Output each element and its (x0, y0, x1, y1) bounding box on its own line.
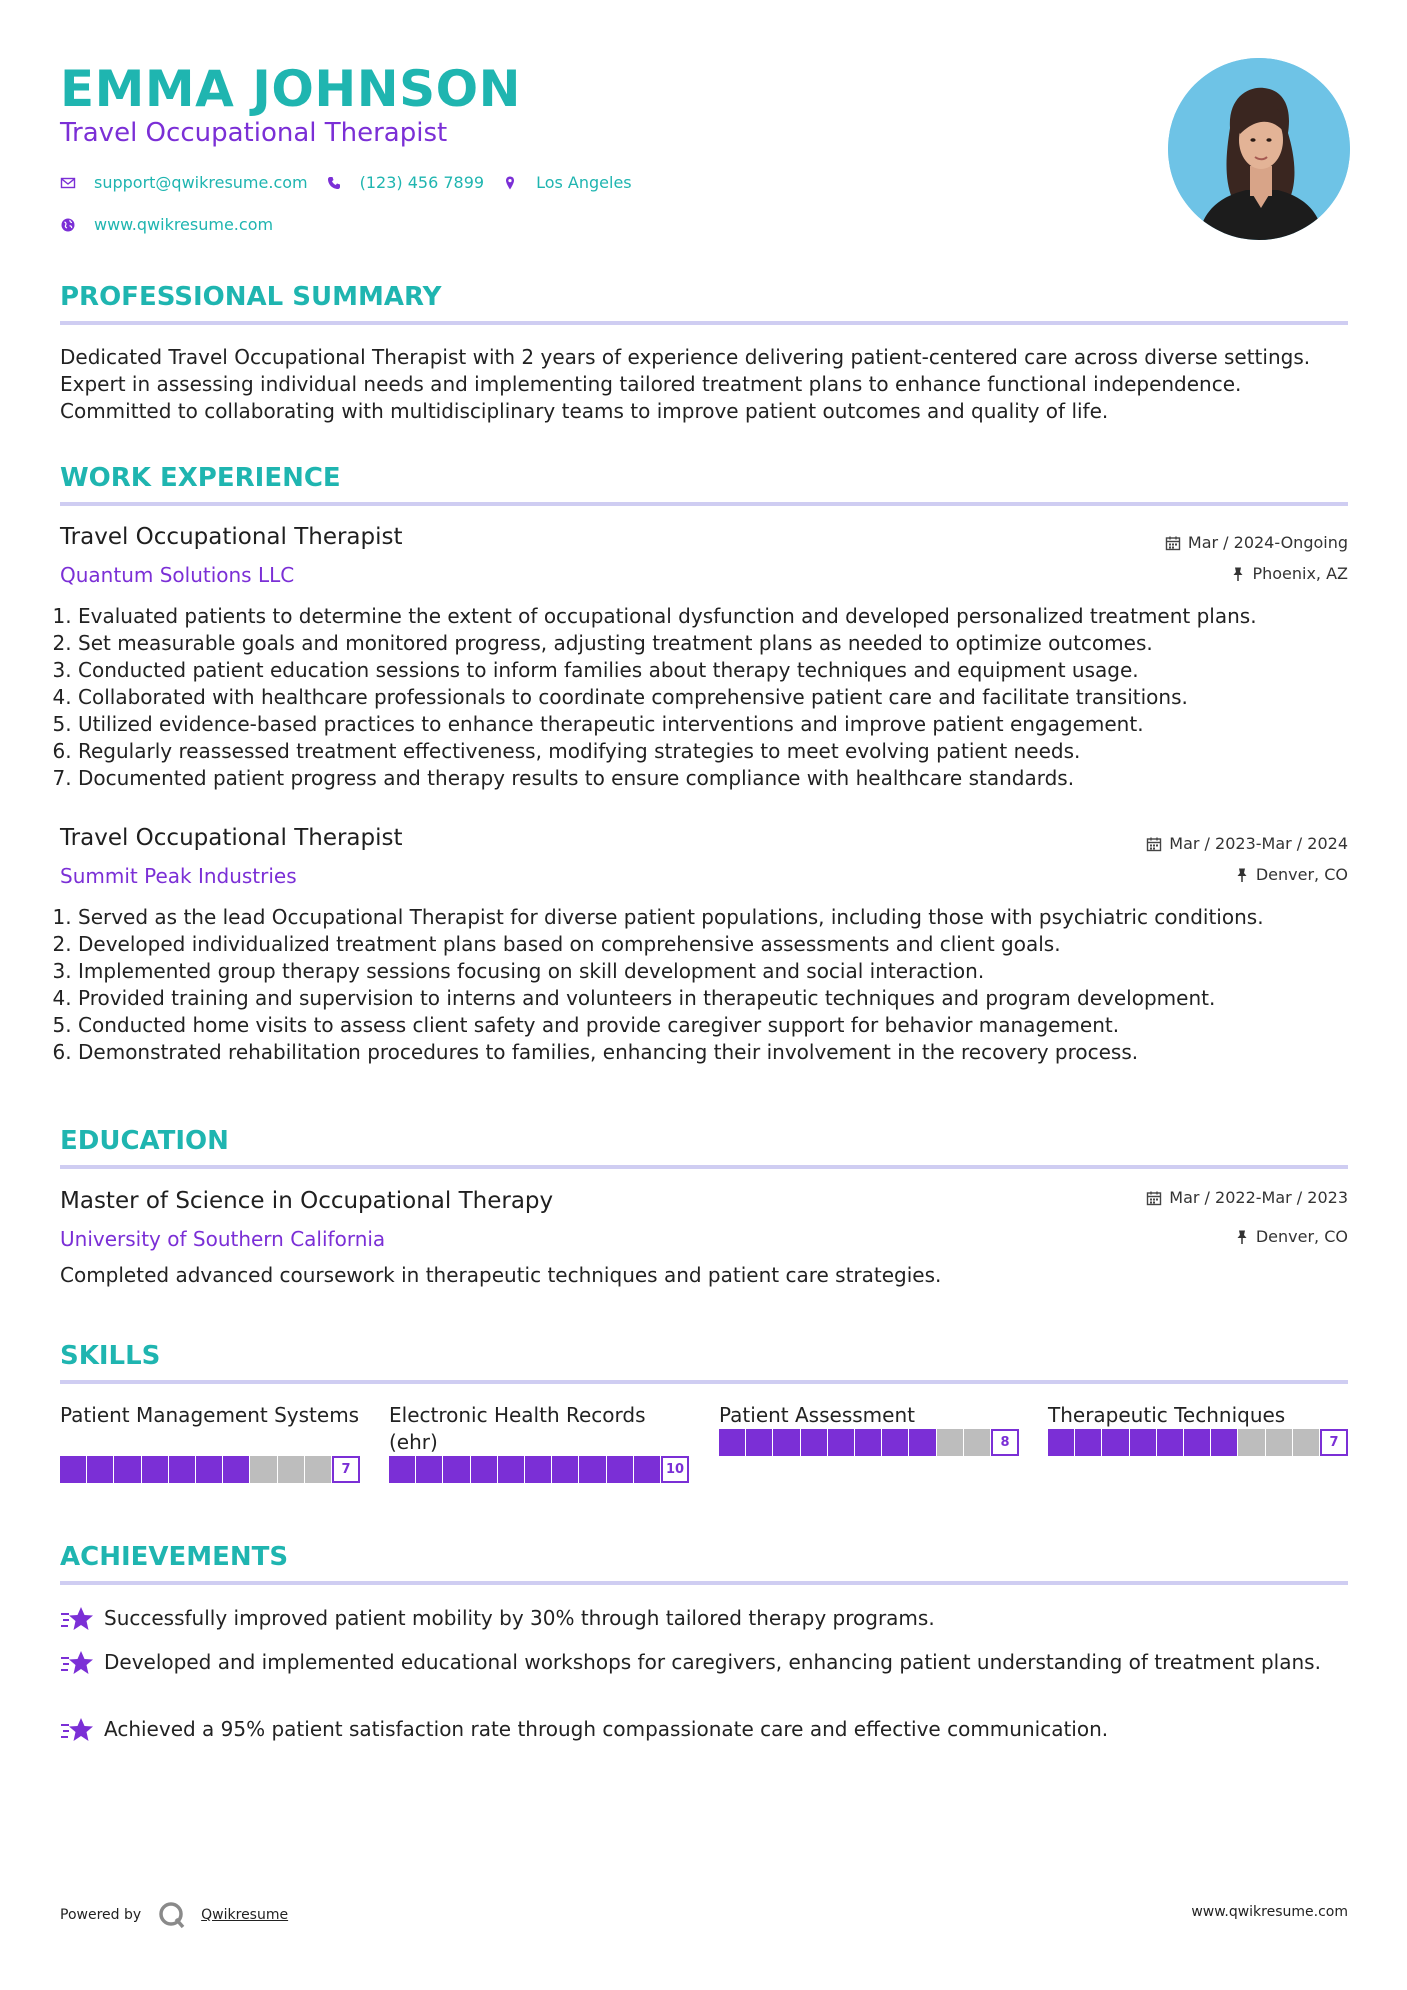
skill-bar-segment-filled (1048, 1429, 1074, 1456)
skill-bar-segment-filled (1211, 1429, 1237, 1456)
job-1-company: Quantum Solutions LLC (60, 563, 295, 587)
job-1-dates (1165, 533, 1348, 552)
achievement-text: Successfully improved patient mobility by 30% through tailored therapy programs. (104, 1606, 935, 1630)
job-2-company: Summit Peak Industries (60, 864, 297, 888)
footer-powered-by (60, 1900, 288, 1930)
skill-bar-segment-filled (1130, 1429, 1156, 1456)
job-2-dates-text: Mar / 2023-Mar / 2024 (1169, 834, 1348, 853)
job-2-dates (1146, 834, 1348, 853)
list-item: 5. Conducted home visits to assess client safety and provide caregiver support for behavior management. (78, 1012, 1358, 1039)
education-divider (60, 1165, 1348, 1169)
skill-item (389, 1402, 689, 1483)
skill-bar-segment-filled (60, 1456, 86, 1483)
skill-bar-segment-empty (964, 1429, 990, 1456)
skill-bar-segment-empty (1293, 1429, 1319, 1456)
list-item: 4. Collaborated with healthcare professionals to coordinate comprehensive patient care and facilitate transitions. (78, 684, 1358, 711)
skill-bar-segment-filled (1184, 1429, 1210, 1456)
candidate-name: EMMA JOHNSON (60, 60, 521, 118)
education-section-title: EDUCATION (60, 1126, 229, 1156)
skill-bar-segment-filled (1102, 1429, 1128, 1456)
skill-bar-segment-filled (416, 1456, 442, 1483)
skill-bar-segment-filled (828, 1429, 854, 1456)
experience-divider (60, 502, 1348, 506)
skill-bar-segment-filled (87, 1456, 113, 1483)
shooting-star-icon (60, 1605, 94, 1633)
skill-bar-segment-filled (773, 1429, 799, 1456)
list-item: 7. Documented patient progress and therapy results to ensure compliance with healthcare standards. (78, 765, 1358, 792)
profile-photo (1168, 58, 1350, 240)
skill-bar-segment-empty (278, 1456, 304, 1483)
skills-divider (60, 1380, 1348, 1384)
skill-name: Electronic Health Records (ehr) (389, 1403, 646, 1454)
skill-level-badge: 10 (661, 1456, 689, 1483)
skill-bar-segment-filled (801, 1429, 827, 1456)
calendar-icon (1165, 535, 1181, 551)
skill-bar-segment-filled (607, 1456, 633, 1483)
education-dates (1146, 1188, 1348, 1207)
skill-level-badge: 8 (991, 1429, 1019, 1456)
skill-bar-segment-empty (250, 1456, 276, 1483)
contact-row-1 (60, 173, 650, 192)
skill-bar-segment-filled (855, 1429, 881, 1456)
job-1-title: Travel Occupational Therapist (60, 524, 403, 550)
email-text: support@qwikresume.com (94, 173, 308, 192)
skill-name: Patient Management Systems (60, 1403, 360, 1427)
pushpin-icon (1231, 566, 1245, 582)
list-item: 6. Regularly reassessed treatment effectiveness, modifying strategies to meet evolving patient needs. (78, 738, 1358, 765)
education-location-text: Denver, CO (1255, 1227, 1348, 1246)
achievements-section-title: ACHIEVEMENTS (60, 1542, 289, 1572)
achievement-text: Achieved a 95% patient satisfaction rate through compassionate care and effective communication. (104, 1717, 1109, 1741)
skill-bar-segment-filled (882, 1429, 908, 1456)
website-item[interactable] (60, 215, 273, 234)
skill-bar (60, 1456, 360, 1483)
skill-bar (389, 1456, 689, 1483)
list-item: 2. Set measurable goals and monitored progress, adjusting treatment plans as needed to optimize outcomes. (78, 630, 1358, 657)
education-school: University of Southern California (60, 1227, 386, 1251)
achievement-text: Developed and implemented educational workshops for caregivers, enhancing patient understanding of treatment plans. (104, 1650, 1321, 1674)
qwikresume-link[interactable]: Qwikresume (201, 1907, 289, 1923)
skill-name: Therapeutic Techniques (1048, 1403, 1286, 1427)
skill-level-badge: 7 (1320, 1429, 1348, 1456)
phone-item[interactable] (326, 173, 484, 192)
phone-icon (326, 175, 342, 191)
skill-item (719, 1402, 1019, 1456)
skill-name: Patient Assessment (719, 1403, 915, 1427)
summary-section-title: PROFESSIONAL SUMMARY (60, 282, 442, 312)
skill-bar-segment-filled (114, 1456, 140, 1483)
skill-bar-segment-filled (1157, 1429, 1183, 1456)
globe-icon (60, 217, 76, 233)
skill-bar-segment-filled (719, 1429, 745, 1456)
list-item: 3. Implemented group therapy sessions focusing on skill development and social interaction. (78, 958, 1358, 985)
pushpin-icon (1235, 867, 1249, 883)
list-item: 6. Demonstrated rehabilitation procedures to families, enhancing their involvement in the recovery process. (78, 1039, 1358, 1066)
skill-bar-segment-filled (443, 1456, 469, 1483)
job-1-dates-text: Mar / 2024-Ongoing (1187, 533, 1348, 552)
skill-bar-segment-filled (525, 1456, 551, 1483)
skill-bar-segment-filled (196, 1456, 222, 1483)
calendar-icon (1146, 836, 1162, 852)
education-description: Completed advanced coursework in therapeutic techniques and patient care strategies. (60, 1263, 942, 1287)
map-pin-icon (502, 175, 518, 191)
list-item: 1. Served as the lead Occupational Therapist for diverse patient populations, including those with psychiatric conditions. (78, 904, 1358, 931)
skill-bar-segment-filled (223, 1456, 249, 1483)
skill-bar-segment-empty (1238, 1429, 1264, 1456)
skill-bar-segment-filled (909, 1429, 935, 1456)
skill-item (1048, 1402, 1348, 1456)
job-2-location-text: Denver, CO (1255, 865, 1348, 884)
skill-bar-segment-filled (498, 1456, 524, 1483)
website-text: www.qwikresume.com (94, 215, 274, 234)
education-location (1235, 1227, 1348, 1246)
achievements-divider (60, 1581, 1348, 1585)
skill-bar-segment-empty (937, 1429, 963, 1456)
list-item: 4. Provided training and supervision to interns and volunteers in therapeutic techniques and program development. (78, 985, 1358, 1012)
footer-website[interactable]: www.qwikresume.com (1191, 1904, 1348, 1920)
envelope-icon (60, 175, 76, 191)
education-dates-text: Mar / 2022-Mar / 2023 (1169, 1188, 1348, 1207)
shooting-star-icon (60, 1716, 94, 1744)
skill-level-badge: 7 (332, 1456, 360, 1483)
candidate-role: Travel Occupational Therapist (60, 118, 448, 148)
list-item: 1. Evaluated patients to determine the extent of occupational dysfunction and developed personalized treatment plans. (78, 603, 1358, 630)
job-2-location (1235, 865, 1348, 884)
job-1-bullets (60, 603, 1358, 792)
achievement-item (60, 1605, 1348, 1633)
job-2-title: Travel Occupational Therapist (60, 825, 403, 851)
summary-text: Dedicated Travel Occupational Therapist with 2 years of experience delivering patient-centered care across diverse settings. Expert in assessing individual needs and implementing tailored treatment plans to enhance functional independence. Committed to collaborating with multidisciplinary teams to improve patient outcomes and quality of life. (60, 345, 1311, 423)
skill-bar-segment-filled (746, 1429, 772, 1456)
shooting-star-icon (60, 1649, 94, 1677)
achievement-item (60, 1716, 1348, 1744)
job-1-location (1231, 564, 1348, 583)
skill-bar (1048, 1429, 1348, 1456)
job-2-bullets (60, 904, 1358, 1066)
profile-portrait-image (1168, 58, 1350, 240)
skill-bar-segment-filled (579, 1456, 605, 1483)
job-1-location-text: Phoenix, AZ (1252, 564, 1348, 583)
qwikresume-logo-icon (157, 1900, 187, 1930)
skill-bar-segment-filled (142, 1456, 168, 1483)
skill-bar-segment-filled (389, 1456, 415, 1483)
location-text: Los Angeles (536, 173, 632, 192)
skill-bar-segment-empty (305, 1456, 331, 1483)
education-degree: Master of Science in Occupational Therapy (60, 1188, 554, 1214)
contact-row-2 (60, 215, 291, 234)
skill-bar-segment-empty (1266, 1429, 1292, 1456)
list-item: 5. Utilized evidence-based practices to enhance therapeutic interventions and improve patient engagement. (78, 711, 1358, 738)
list-item: 2. Developed individualized treatment plans based on comprehensive assessments and client goals. (78, 931, 1358, 958)
skill-item (60, 1402, 360, 1483)
calendar-icon (1146, 1190, 1162, 1206)
skill-bar-segment-filled (471, 1456, 497, 1483)
phone-text: (123) 456 7899 (359, 173, 485, 192)
skill-bar-segment-filled (1075, 1429, 1101, 1456)
summary-divider (60, 321, 1348, 325)
skill-bar-segment-filled (169, 1456, 195, 1483)
location-item (502, 173, 632, 192)
skill-bar-segment-filled (552, 1456, 578, 1483)
email-item[interactable] (60, 173, 308, 192)
resume-page (60, 0, 1348, 1990)
skill-bar (719, 1429, 1019, 1456)
experience-section-title: WORK EXPERIENCE (60, 463, 341, 493)
achievement-item (60, 1649, 1348, 1677)
list-item: 3. Conducted patient education sessions to inform families about therapy techniques and equipment usage. (78, 657, 1358, 684)
powered-by-text: Powered by (60, 1907, 142, 1923)
skill-bar-segment-filled (634, 1456, 660, 1483)
skills-section-title: SKILLS (60, 1341, 161, 1371)
pushpin-icon (1235, 1229, 1249, 1245)
